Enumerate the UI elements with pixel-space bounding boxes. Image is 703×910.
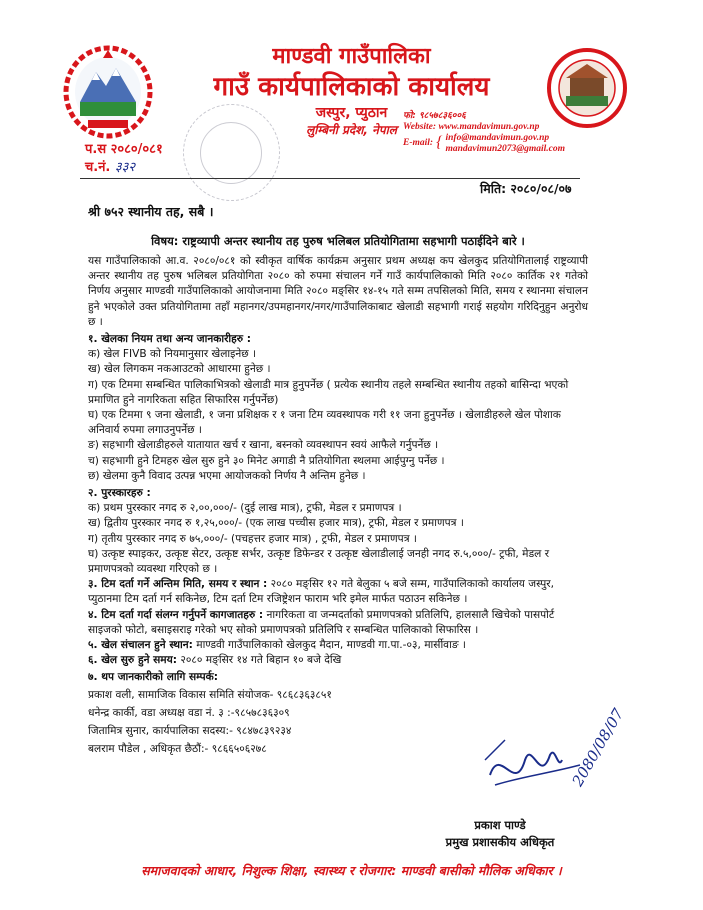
section-documents-text: नागरिकता वा जन्मदर्ताको प्रमाणपत्रको प्रतिलिपि, हालसालै खिचेको पासपोर्ट साइजको फोटो, बसाइसराइ गरेको भए सोको प्रमाणपत्रको प्रतिलिपि र सम्बन्धित पालिकाको सिफारिस । (88, 608, 555, 636)
list-item: क) खेल FIVB को नियमानुसार खेलाइनेछ । (88, 348, 257, 361)
signatory-name: प्रकाश पाण्डे (474, 818, 526, 832)
section-start-time-title: ६. खेल सुरु हुने समय: (88, 654, 178, 667)
website-link[interactable]: Website: www.mandavimun.gov.np (403, 122, 540, 132)
email-label: E-mail: (403, 138, 434, 148)
section-registration-text: २०८० मङ्सिर १२ गते बेलुका ५ बजे सम्म, गाउँपालिकाको कार्यालय जस्पुर, प्युठानमा टिम दर्ता गर्न सकिनेछ, टिम दर्ता टिम रजिष्ट्रेशन फाराम भरि इमेल मार्फत पठाउन सकिनेछ । (88, 578, 554, 606)
office-province: लुम्बिनी प्रदेश, नेपाल (306, 123, 397, 137)
list-item: घ) एक टिममा ९ जना खेलाडी, १ जना प्रशिक्षक र १ जना टिम व्यवस्थापक गरी ११ जना हुनुपर्नेछ । खेलाडीहरुले खेल पोशाक अनिवार्य रुपमा लगाउनुपर्नेछ । (88, 409, 561, 437)
section-rules-title: १. खेलका नियम तथा अन्य जानकारीहरु : (88, 333, 252, 346)
intro-paragraph: यस गाउँपालिकाको आ.व. २०८०/०८१ को स्वीकृत वार्षिक कार्यक्रम अनुसार प्रथम अध्यक्ष कप खेलकुद प्रतियोगितालाई राष्ट्रव्यापी अन्तर स्थानीय तह पुरुष भलिबल प्रतियोगिता २०८० को रुपमा संचालन गर्ने गाउँ कार्यपालिकाको मिति २०८० कार्तिक २१ गतेको निर्णय अनुसार माण्डवी गाउँपालिकाको आयोजनामा मिति २०८० मङ्सिर १४-१५ गते सम्म तपसिलको मिति, समय र स्थानमा संचालन हुने भएकोले उक्त प्रतियोगितामा तहाँ महानगर/उपमहानगर/नगर/गाउँपालिकाबाट खेलाडी सहभागी गराई सहयोग गरिदिनुहुन अनुरोध छ । (88, 255, 588, 328)
contact-item: जितामित्र सुनार, कार्यपालिका सदस्य:- ९८४७८३९२३४ (88, 724, 292, 737)
list-item: ग) तृतीय पुरस्कार नगद रु ७५,०००/- (पचहत्तर हजार मात्र) , ट्रफी, मेडल र प्रमाणपत्र । (88, 532, 417, 545)
signature-block (420, 818, 580, 850)
section-contact-title: ७. थप जानकारीको लागि सम्पर्क: (88, 671, 218, 684)
section-prizes-title: २. पुरस्कारहरु : (88, 487, 151, 500)
list-item: क) प्रथम पुरस्कार नगद रु २,००,०००/- (दुई लाख मात्र), ट्रफी, मेडल र प्रमाणपत्र । (88, 502, 402, 515)
municipality-name: माण्डवी गाउँपालिका (272, 44, 431, 69)
list-item: घ) उत्कृष्ट स्पाइकर, उत्कृष्ट सेटर, उत्कृष्ट सर्भर, उत्कृष्ट डिफेन्डर र उत्कृष्ट खेलाडीलाई जनही नगद रु.५,०००/- ट्रफी, मेडल र प्रमाणपत्रको व्यवस्था गरिएको छ । (88, 547, 550, 576)
footer-slogan: समाजवादको आधार, निशुल्क शिक्षा, स्वास्थ्य र रोजगार: माण्डवी बासीको मौलिक अधिकार । (141, 863, 562, 878)
email-address-1[interactable]: info@mandavimun.gov.np (445, 133, 550, 143)
signatory-title: प्रमुख प्रशासकीय अधिकृत (445, 835, 555, 849)
contact-item: प्रकाश वली, सामाजिक विकास समिति संयोजक- ९८६८३६३८५१ (88, 688, 332, 701)
letter-date: मिति: २०८०/०८/०७ (480, 181, 572, 196)
subject-line: विषय: राष्ट्रव्यापी अन्तर स्थानीय तह पुरुष भलिबल प्रतियोगितामा सहभागी पठाईदिने बारे । (151, 234, 525, 248)
header-divider (80, 178, 580, 179)
fiscal-year: प.स २०८०/०८१ (85, 142, 163, 157)
office-place: जस्पुर, प्युठान (315, 105, 388, 121)
section-documents-title: ४. टिम दर्ता गर्दा संलग्न गर्नुपर्ने कागजातहरु : (88, 608, 264, 621)
section-registration (88, 577, 588, 607)
addressee: श्री ७५२ स्थानीय तह, सबै । (88, 204, 214, 219)
office-name: गाउँ कार्यपालिकाको कार्यालय (213, 72, 490, 102)
dispatch-number: ३३२ (114, 160, 136, 175)
section-start-time-text: २०८० मङ्सिर १४ गते बिहान १० बजे देखि (177, 654, 342, 667)
list-item: छ) खेलमा कुनै विवाद उत्पन्न भएमा आयोजकको निर्णय नै अन्तिम हुनेछ । (88, 469, 366, 482)
email-address-2[interactable]: mandavimun2073@gmail.com (445, 144, 566, 154)
list-item: ङ) सहभागी खेलाडीहरुले यातायात खर्च र खाना, बस्नको व्यवस्थापन स्वयं आफैले गर्नुपर्नेछ । (88, 439, 439, 452)
list-item: ख) द्वितीय पुरस्कार नगद रु १,२५,०००/- (एक लाख पच्चीस हजार मात्र), ट्रफी, मेडल र प्रमाणपत्र । (88, 517, 464, 530)
handwritten-signature (470, 705, 628, 815)
reference-block (85, 141, 163, 177)
section-registration-title: ३. टिम दर्ता गर्ने अन्तिम मिति, समय र स्थान : (88, 578, 268, 591)
handwritten-date: 2080/08/07 (568, 705, 628, 790)
section-start-time (88, 653, 588, 668)
dispatch-label: च.नं. (85, 160, 111, 175)
section-venue-title: ५. खेल संचालन हुने स्थान: (88, 639, 193, 652)
letter-body (88, 254, 588, 758)
section-venue-text: माण्डवी गाउँपालिकाको खेलकुद मैदान, माण्डवी गा.पा.-०३, मार्सीवाङ । (192, 639, 466, 652)
list-item: ग) एक टिममा सम्बन्धित पालिकाभित्रको खेलाडी मात्र हुनुपर्नेछ ( प्रत्येक स्थानीय तहले सम्बन्धित स्थानीय तहको बासिन्दा भएको प्रमाणित हुने नागरिकता सहित सिफारिस गर्नुपर्नेछ) (88, 378, 569, 406)
list-item: ख) खेल लिगकम नकआउटको आधारमा हुनेछ । (88, 363, 271, 376)
section-venue (88, 638, 588, 653)
contact-block: फो: ९८५७८३६००६ Website: www.mandavimun.gov.np E-mail: { info@mandavimun.gov.np mandavimun2073@gmail.com (403, 111, 566, 154)
section-documents (88, 608, 588, 638)
contact-item: बलराम पौडेल , अधिकृत छैठौं:- ९८६६५०६२७८ (88, 742, 267, 755)
contact-item: धनेन्द्र कार्की, वडा अध्यक्ष वडा नं. ३ :-९८५७८३६३०९ (88, 706, 290, 719)
list-item: च) सहभागी हुने टिमहरु खेल सुरु हुने ३० मिनेट अगाडी नै प्रतियोगिता स्थलमा आईपुग्नु पर्नेछ । (88, 454, 445, 467)
phone-number: फो: ९८५७८३६००६ (403, 111, 466, 121)
